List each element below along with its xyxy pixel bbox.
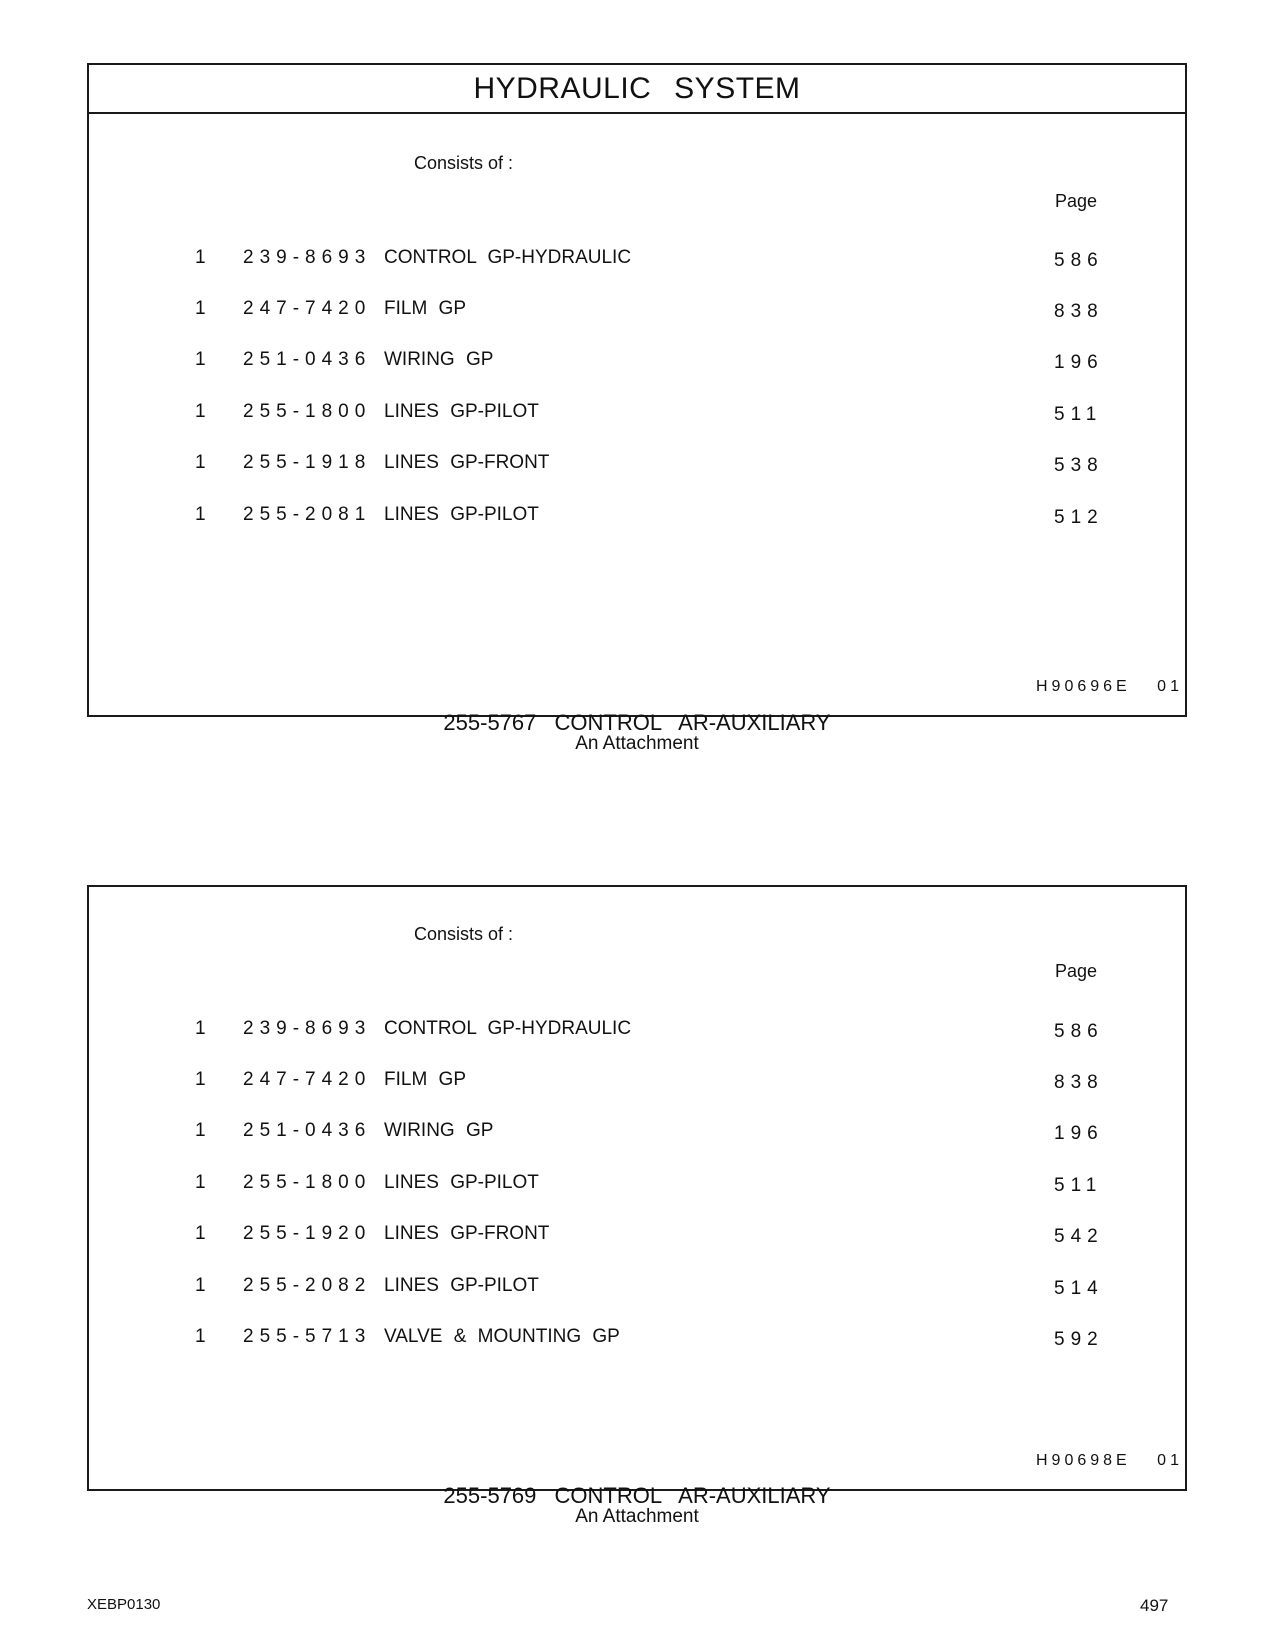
- part-number[interactable]: 255-2082: [243, 1275, 372, 1296]
- parts-box-2: [87, 885, 1187, 1491]
- part-number[interactable]: 239-8693: [243, 247, 372, 268]
- description: LINES GP-PILOT: [384, 1275, 1060, 1297]
- qty: 1: [195, 1275, 208, 1296]
- qty: 1: [195, 1018, 208, 1039]
- page-ref[interactable]: 196: [1054, 1123, 1104, 1144]
- part-number[interactable]: 255-1920: [243, 1223, 372, 1244]
- parts-row: [89, 401, 1185, 431]
- page-ref[interactable]: 586: [1054, 250, 1104, 271]
- consists-label: Consists of :: [414, 153, 514, 173]
- page-column-header: Page: [1055, 961, 1098, 981]
- part-number[interactable]: 255-2081: [243, 504, 372, 525]
- qty: 1: [195, 247, 208, 268]
- description: FILM GP: [384, 1069, 1060, 1091]
- part-number[interactable]: 247-7420: [243, 1069, 372, 1090]
- description: LINES GP-FRONT: [384, 452, 1060, 474]
- part-number[interactable]: 255-5713: [243, 1326, 372, 1347]
- illustration-ref: H90696E 01: [1036, 678, 1183, 695]
- parts-box-1: [87, 63, 1187, 717]
- part-number[interactable]: 247-7420: [243, 298, 372, 319]
- description: LINES GP-PILOT: [384, 504, 1060, 526]
- page-ref[interactable]: 586: [1054, 1021, 1104, 1042]
- page-ref[interactable]: 542: [1054, 1226, 1104, 1247]
- qty: 1: [195, 1069, 208, 1090]
- page-ref[interactable]: 512: [1054, 507, 1104, 528]
- block-caption-2: [87, 1485, 1187, 1526]
- qty: 1: [195, 298, 208, 319]
- parts-row: [89, 1018, 1185, 1048]
- page-ref[interactable]: 592: [1054, 1329, 1104, 1350]
- description: CONTROL GP-HYDRAULIC: [384, 1018, 1060, 1040]
- illustration-ref: H90698E 01: [1036, 1452, 1183, 1469]
- description: WIRING GP: [384, 349, 1060, 371]
- parts-row: [89, 1275, 1185, 1305]
- qty: 1: [195, 452, 208, 473]
- page-ref[interactable]: 196: [1054, 352, 1104, 373]
- parts-row: [89, 1120, 1185, 1150]
- page-number: 497: [1140, 1596, 1169, 1615]
- parts-row: [89, 452, 1185, 482]
- qty: 1: [195, 504, 208, 525]
- parts-row: [89, 349, 1185, 379]
- qty: 1: [195, 349, 208, 370]
- qty: 1: [195, 401, 208, 422]
- description: LINES GP-FRONT: [384, 1223, 1060, 1245]
- page-ref[interactable]: 514: [1054, 1278, 1104, 1299]
- description: LINES GP-PILOT: [384, 401, 1060, 423]
- description: CONTROL GP-HYDRAULIC: [384, 247, 1060, 269]
- section-title: HYDRAULIC SYSTEM: [89, 65, 1185, 114]
- parts-row: [89, 247, 1185, 277]
- part-number[interactable]: 255-1800: [243, 1172, 372, 1193]
- parts-row: [89, 504, 1185, 534]
- page-ref[interactable]: 511: [1054, 404, 1103, 425]
- caption-subtitle: An Attachment: [575, 1506, 699, 1527]
- part-number[interactable]: 239-8693: [243, 1018, 372, 1039]
- page-ref[interactable]: 838: [1054, 301, 1104, 322]
- qty: 1: [195, 1172, 208, 1193]
- caption-title: 255-5767 CONTROL AR-AUXILIARY: [443, 710, 831, 735]
- page-column-header: Page: [1055, 191, 1098, 211]
- description: VALVE & MOUNTING GP: [384, 1326, 1060, 1348]
- page-ref[interactable]: 538: [1054, 455, 1104, 476]
- consists-label: Consists of :: [414, 924, 514, 944]
- qty: 1: [195, 1326, 208, 1347]
- description: FILM GP: [384, 298, 1060, 320]
- block-caption-1: [87, 712, 1187, 753]
- parts-row: [89, 1069, 1185, 1099]
- document-id: XEBP0130: [87, 1596, 161, 1613]
- parts-row: [89, 1172, 1185, 1202]
- caption-subtitle: An Attachment: [575, 733, 699, 754]
- page-ref[interactable]: 838: [1054, 1072, 1104, 1093]
- qty: 1: [195, 1223, 208, 1244]
- part-number[interactable]: 251-0436: [243, 1120, 372, 1141]
- caption-title: 255-5769 CONTROL AR-AUXILIARY: [443, 1483, 831, 1508]
- page-ref[interactable]: 511: [1054, 1175, 1103, 1196]
- parts-row: [89, 298, 1185, 328]
- qty: 1: [195, 1120, 208, 1141]
- part-number[interactable]: 255-1918: [243, 452, 372, 473]
- parts-row: [89, 1326, 1185, 1356]
- description: LINES GP-PILOT: [384, 1172, 1060, 1194]
- part-number[interactable]: 251-0436: [243, 349, 372, 370]
- part-number[interactable]: 255-1800: [243, 401, 372, 422]
- description: WIRING GP: [384, 1120, 1060, 1142]
- parts-row: [89, 1223, 1185, 1253]
